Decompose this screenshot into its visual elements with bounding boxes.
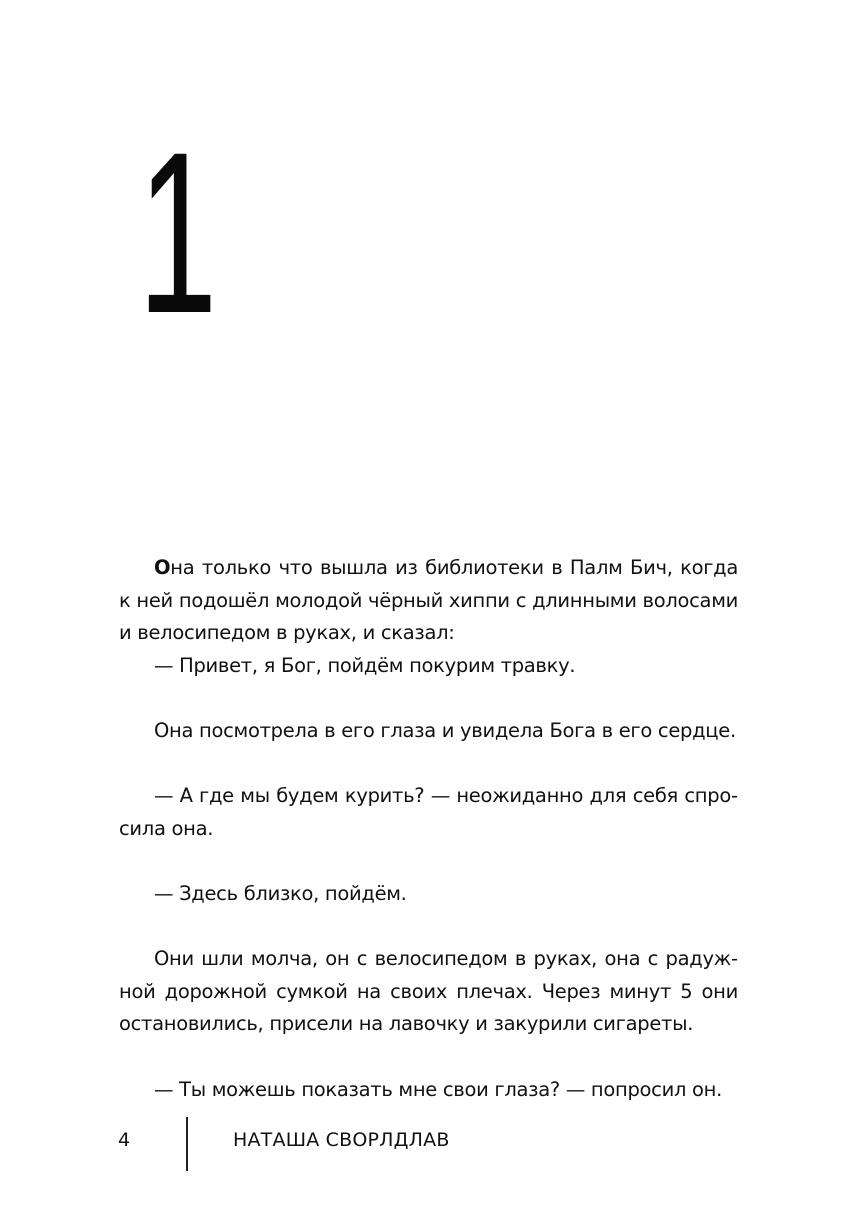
paragraph-gap [119,748,738,781]
footer-divider [186,1117,188,1171]
paragraph: Они шли молча, он с велосипедом в руках, она с радужной дорожной сумкой на своих плечах. Через минут 5 они остановились, присели на лавочку и закурили сигареты. [119,947,738,1036]
paragraph [119,552,738,650]
dropcap-letter: О [154,556,171,579]
page-number: 4 [118,1129,131,1151]
chapter-number: 1 [138,104,218,361]
paragraph-gap [119,845,738,878]
paragraph: — Привет, я Бог, пойдём покурим травку. [154,653,576,677]
paragraph-gap [119,1041,738,1074]
paragraph-text: на только что вышла из библиотеки в Палм Бич, когда к ней подошёл молодой чёрный хиппи с длинными волосами и велосипедом в руках, и сказал: [119,556,738,645]
paragraph: — А где мы будем курить? — неожиданно для себя спросила она. [119,784,738,840]
paragraph: — Ты можешь показать мне свои глаза? — попросил он. [154,1077,722,1101]
paragraph: Она посмотрела в его глаза и увидела Бога в его сердце. [154,718,736,742]
page-footer [0,1117,856,1171]
body-text [119,552,738,1106]
paragraph: — Здесь близко, пойдём. [154,881,407,905]
paragraph-gap [119,911,738,944]
running-header-author: НАТАША СВОРЛДЛАВ [233,1129,450,1151]
paragraph-gap [119,682,738,715]
